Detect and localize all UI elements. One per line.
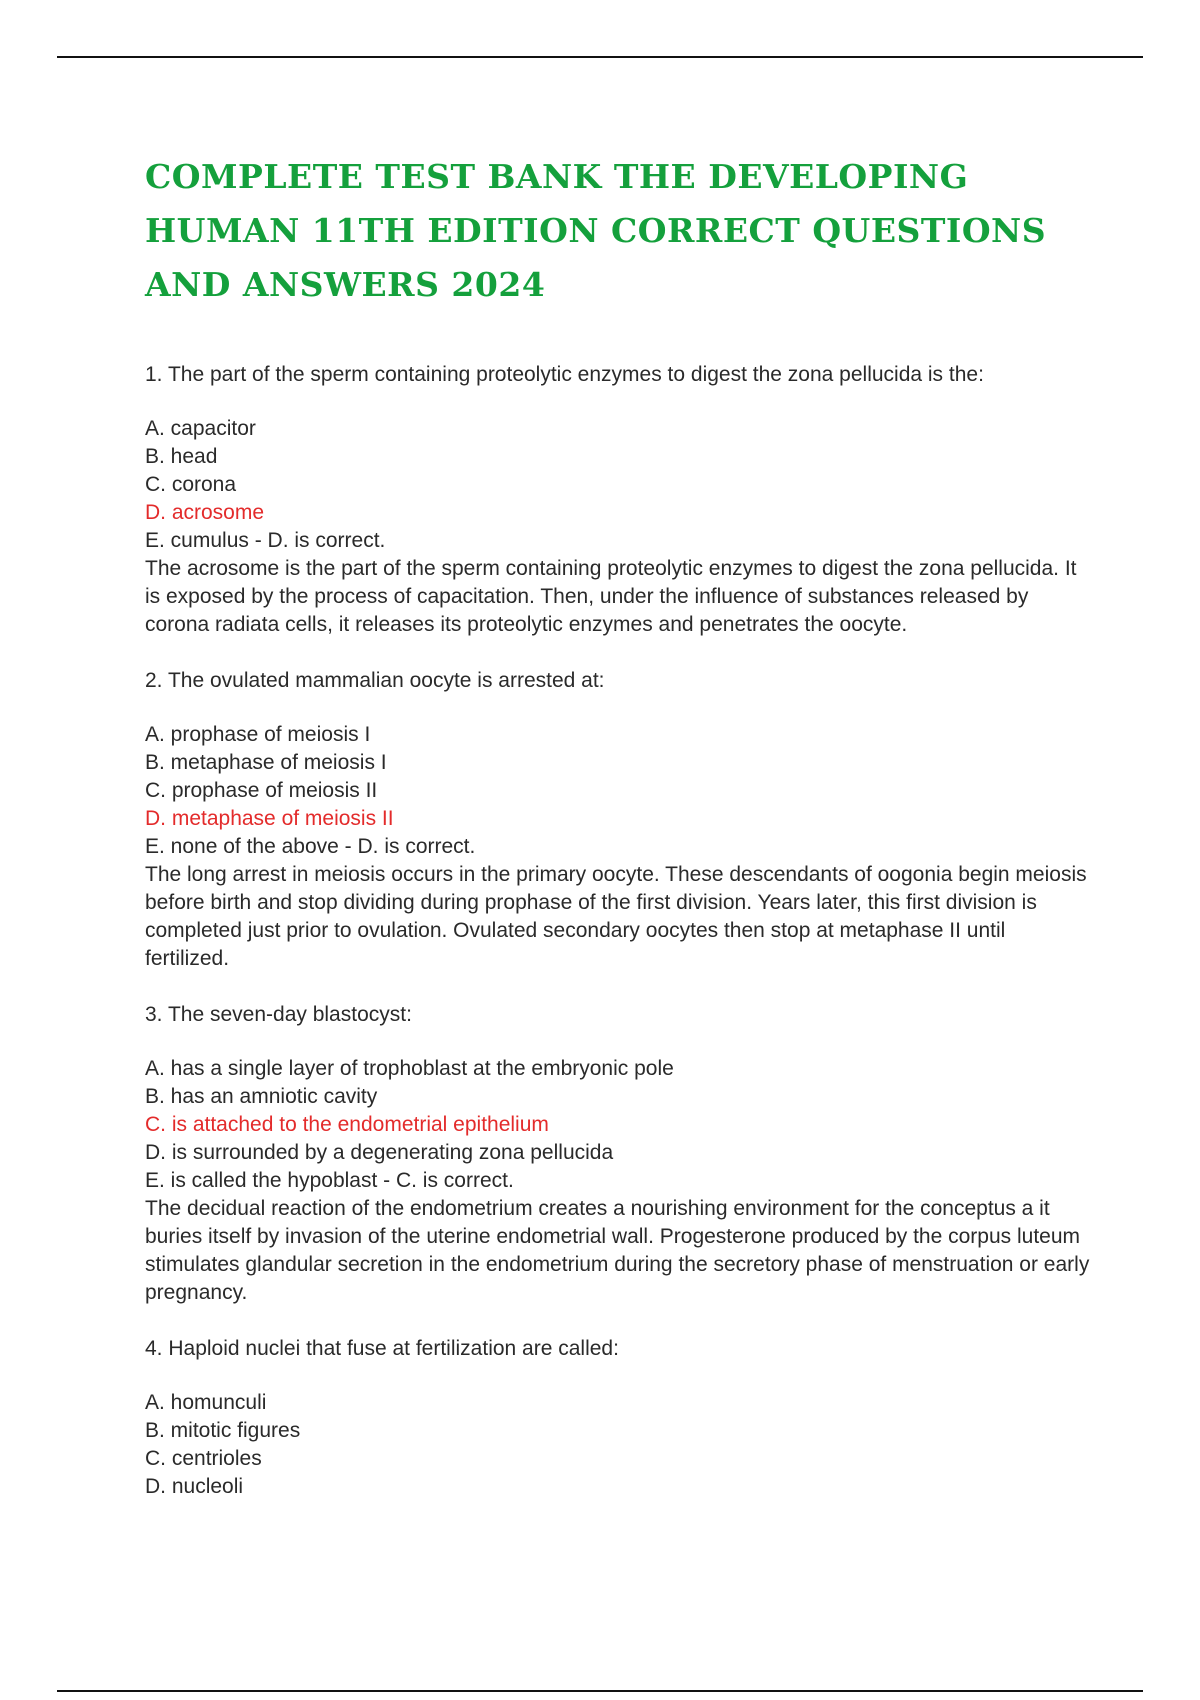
option-b: B. mitotic figures	[145, 1419, 301, 1442]
option-a: A. homunculi	[145, 1391, 267, 1414]
question-1	[145, 361, 1095, 639]
option-b: B. has an amniotic cavity	[145, 1085, 378, 1108]
option-e: E. none of the above - D. is correct.	[145, 835, 476, 858]
option-a: A. capacitor	[145, 417, 256, 440]
document-title: COMPLETE TEST BANK THE DEVELOPING HUMAN 11TH EDITION CORRECT QUESTIONS AND ANSWERS 2024	[145, 157, 1047, 304]
question-3	[145, 1001, 1095, 1307]
option-e: E. cumulus - D. is correct.	[145, 529, 386, 552]
option-c: C. corona	[145, 473, 237, 496]
option-c: C. centrioles	[145, 1447, 262, 1470]
option-a: A. prophase of meiosis I	[145, 723, 371, 746]
document-body	[145, 150, 1095, 1501]
question-stem: 1. The part of the sperm containing proteolytic enzymes to digest the zona pellucida is the:	[145, 363, 984, 386]
question-explanation: The decidual reaction of the endometrium creates a nourishing environment for the conceptus a it buries itself by invasion of the uterine endometrial wall. Progesterone produced by the corpus luteum stimulates glandular secretion in the endometrium during the secretory phase of menstruation or early pregnancy.	[145, 1197, 1090, 1304]
question-stem: 4. Haploid nuclei that fuse at fertilization are called:	[145, 1337, 619, 1360]
question-stem: 2. The ovulated mammalian oocyte is arrested at:	[145, 669, 605, 692]
option-d: D. is surrounded by a degenerating zona pellucida	[145, 1141, 614, 1164]
question-4	[145, 1335, 1095, 1501]
option-b: B. metaphase of meiosis I	[145, 751, 387, 774]
option-b: B. head	[145, 445, 218, 468]
option-d-correct: D. metaphase of meiosis II	[145, 807, 394, 830]
option-a: A. has a single layer of trophoblast at the embryonic pole	[145, 1057, 674, 1080]
question-2	[145, 667, 1095, 973]
question-explanation: The long arrest in meiosis occurs in the primary oocyte. These descendants of oogonia begin meiosis before birth and stop dividing during prophase of the first division. Years later, this first division is completed just prior to ovulation. Ovulated secondary oocytes then stop at metaphase II until fertilized.	[145, 863, 1087, 970]
option-c-correct: C. is attached to the endometrial epithelium	[145, 1113, 549, 1136]
header-rule	[57, 56, 1143, 58]
question-stem: 3. The seven-day blastocyst:	[145, 1003, 412, 1026]
option-e: E. is called the hypoblast - C. is correct.	[145, 1169, 514, 1192]
question-explanation: The acrosome is the part of the sperm containing proteolytic enzymes to digest the zona pellucida. It is exposed by the process of capacitation. Then, under the influence of substances released by corona radiata cells, it releases its proteolytic enzymes and penetrates the oocyte.	[145, 557, 1077, 636]
option-d-correct: D. acrosome	[145, 501, 265, 524]
footer-rule	[57, 1690, 1143, 1692]
option-c: C. prophase of meiosis II	[145, 779, 378, 802]
option-d: D. nucleoli	[145, 1475, 244, 1498]
